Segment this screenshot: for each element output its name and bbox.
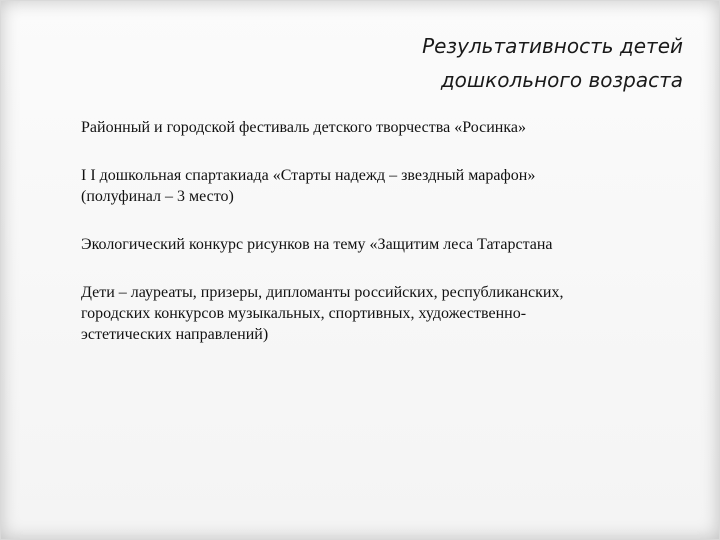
slide-content xyxy=(81,117,671,372)
achievement-item-4 xyxy=(81,282,671,345)
achievement-item-2-line-1: I I дошкольная спартакиада «Старты надежд – звездный марафон» xyxy=(81,167,536,184)
achievement-item-3-line-1: Экологический конкурс рисунков на тему «Защитим леса Татарстана xyxy=(81,236,553,253)
achievement-item-3 xyxy=(81,234,671,255)
achievement-item-1-line-1: Районный и городской фестиваль детского творчества «Росинка» xyxy=(81,119,526,136)
achievement-item-1 xyxy=(81,117,671,138)
slide-title xyxy=(263,29,683,97)
achievement-item-4-line-2: городских конкурсов музыкальных, спортивных, художественно- xyxy=(81,305,527,322)
slide-title-line-1: Результативность детей xyxy=(422,34,683,58)
slide-title-line-2: дошкольного возраста xyxy=(440,68,683,92)
achievement-item-4-line-1: Дети – лауреаты, призеры, дипломанты российских, республиканских, xyxy=(81,284,564,301)
achievement-item-4-line-3: эстетических направлений) xyxy=(81,326,269,343)
achievement-item-2-line-2: (полуфинал – 3 место) xyxy=(81,188,234,205)
achievement-item-2 xyxy=(81,165,671,207)
